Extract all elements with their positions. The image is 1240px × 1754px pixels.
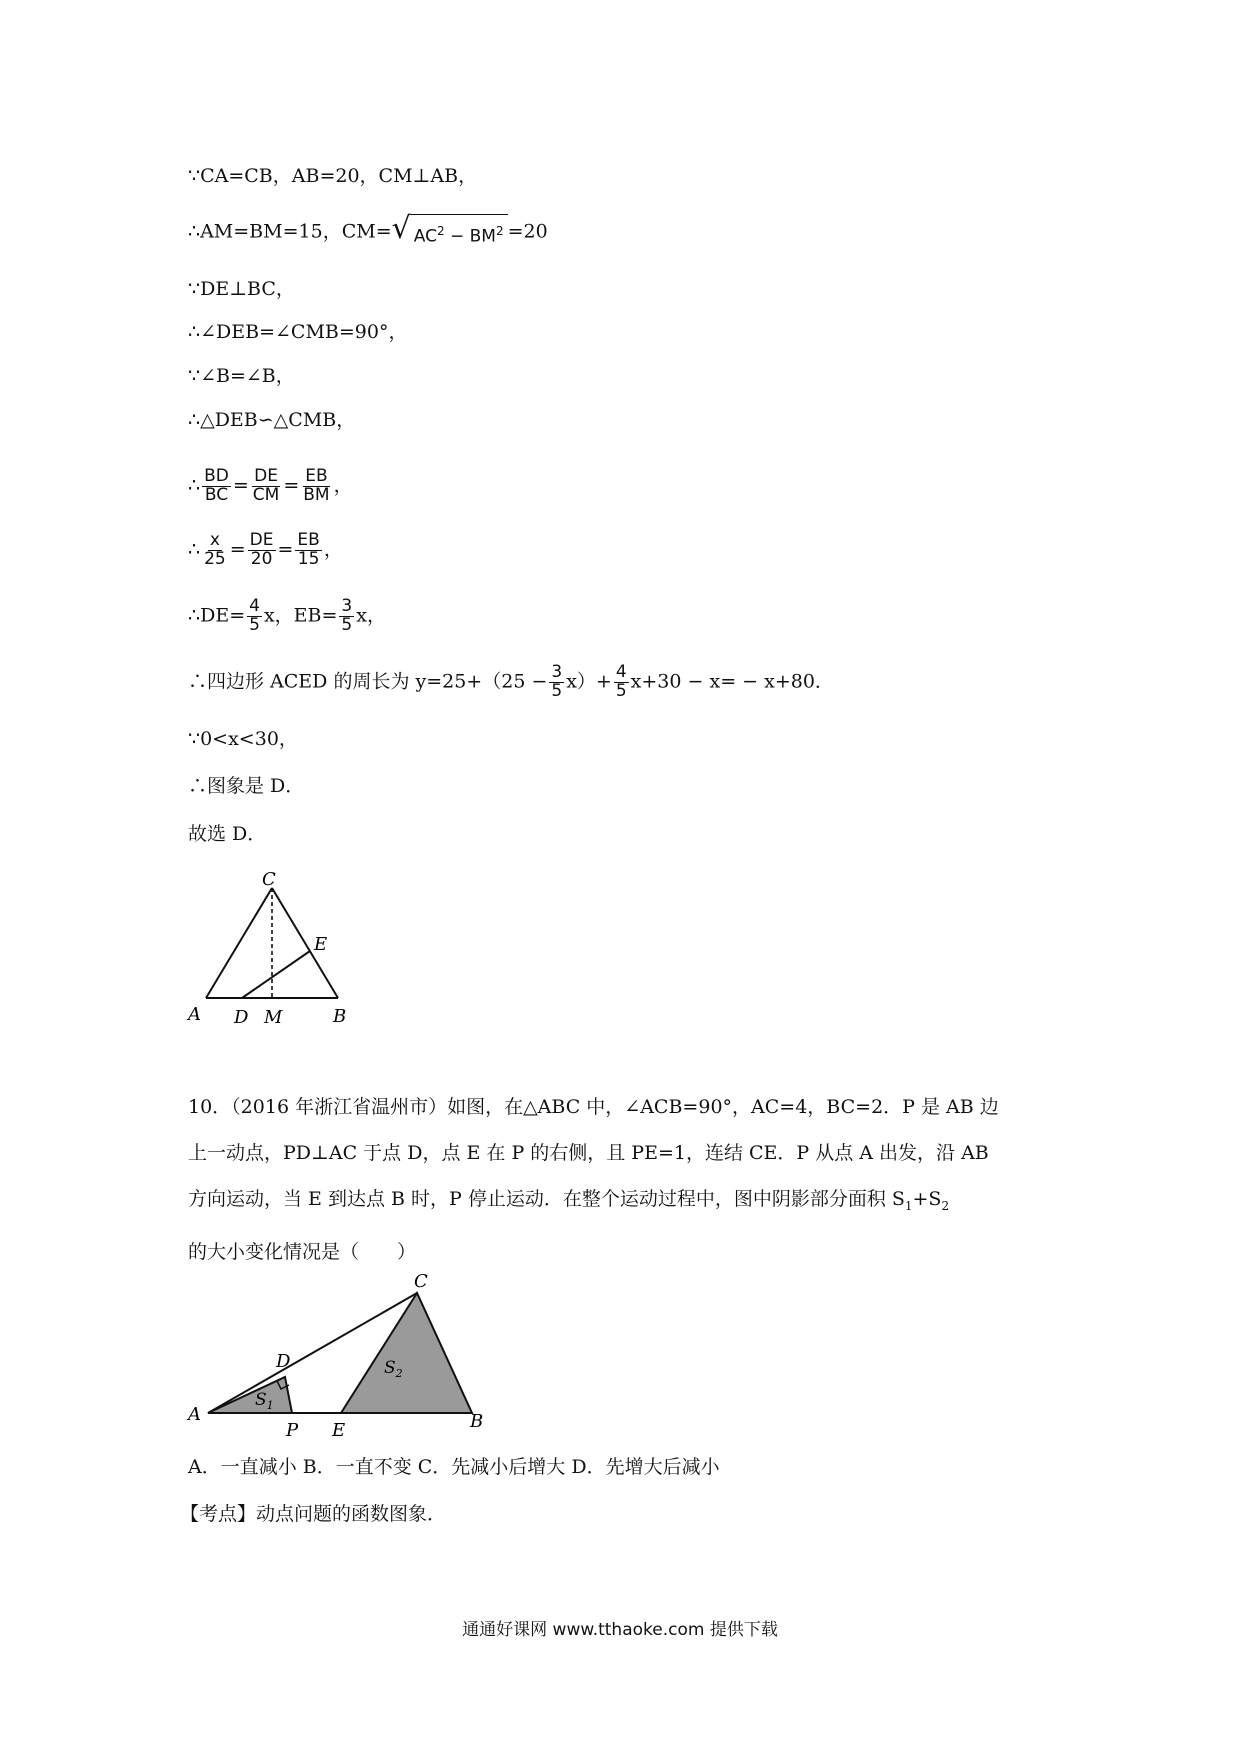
solution-line-12: ∴图象是 D． — [188, 775, 305, 797]
fraction: $\frac{4}{5}$ — [615, 662, 627, 701]
solution-line-10: ∴四边形 ACED 的周长为 y=25+（25 − $\frac{3}{5}$ x）+ $\frac{4}{5}$ x+30 − x= − x+80． — [188, 662, 834, 701]
solution-line-9: ∴DE= $\frac{4}{5}$ x，EB= $\frac{3}{5}$ x， — [188, 596, 386, 635]
solution-line-5: ∵∠B=∠B， — [188, 365, 295, 387]
fraction: $\frac{EB}{15}$ — [297, 530, 320, 569]
label-d: D — [234, 1007, 249, 1028]
answer-options: A．一直减小 B．一直不变 C．先减小后增大 D．先增大后减小 — [188, 1456, 720, 1478]
text: ∴AM=BM=15，CM= — [188, 220, 392, 243]
label-d: D — [276, 1351, 291, 1372]
radicand: $AC^2 - BM^2$ — [411, 214, 508, 251]
fraction: $\frac{3}{5}$ — [341, 596, 353, 635]
label-s2: $S_2$ — [384, 1358, 403, 1380]
solution-line-11: ∵0<x<30， — [188, 728, 298, 750]
fraction: $\frac{3}{5}$ — [551, 662, 563, 701]
fraction: $\frac{DE}{CM}$ — [252, 466, 280, 505]
label-a: A — [188, 1004, 201, 1025]
question-line-1: 10．（2016 年浙江省温州市）如图，在△ABC 中，∠ACB=90°，AC=4，BC=2．P 是 AB 边 — [188, 1096, 999, 1118]
solution-line-1: ∵CA=CB，AB=20，CM⊥AB， — [188, 165, 478, 187]
solution-line-4: ∴∠DEB=∠CMB=90°， — [188, 321, 408, 343]
shaded-region-s2 — [341, 1293, 472, 1413]
square-root — [391, 211, 508, 251]
triangle-figure-2 — [186, 1270, 496, 1445]
text: =20 — [507, 220, 548, 243]
segment-ca — [206, 888, 272, 998]
solution-line-3: ∵DE⊥BC， — [188, 278, 295, 300]
solution-line-7: ∴ $\frac{BD}{BC}$ = $\frac{DE}{CM}$ = $\frac{EB}{BM}$ ， — [188, 466, 353, 505]
label-m: M — [264, 1007, 283, 1028]
segment-de — [242, 951, 310, 998]
label-p: P — [286, 1420, 299, 1441]
question-line-4: 的大小变化情况是（ ） — [188, 1240, 417, 1263]
label-c: C — [262, 870, 276, 890]
question-line-2: 上一动点，PD⊥AC 于点 D，点 E 在 P 的右侧，且 PE=1，连结 CE．P 从点 A 出发，沿 AB — [188, 1142, 989, 1164]
fraction: $\frac{DE}{20}$ — [249, 530, 274, 569]
shaded-region-s1 — [208, 1377, 292, 1413]
solution-line-6: ∴△DEB∽△CMB， — [188, 409, 356, 431]
label-a: A — [188, 1404, 201, 1425]
label-b: B — [333, 1006, 347, 1027]
fraction: $\frac{EB}{BM}$ — [303, 466, 330, 505]
question-10 — [188, 1084, 1068, 1275]
label-b: B — [470, 1411, 484, 1432]
label-e: E — [314, 934, 328, 955]
solution-line-13: 故选 D． — [188, 823, 267, 845]
kaodian: 【考点】动点问题的函数图象． — [180, 1503, 447, 1525]
label-e: E — [332, 1420, 346, 1441]
solution-line-2 — [188, 211, 548, 251]
fraction: $\frac{x}{25}$ — [204, 530, 226, 569]
triangle-figure-1 — [186, 870, 366, 1030]
question-line-3: 方向运动，当 E 到达点 B 时，P 停止运动．在整个运动过程中，图中阴影部分面积 $S_1+S_2$ — [188, 1188, 950, 1213]
solution-line-8: ∴ $\frac{x}{25}$ = $\frac{DE}{20}$ = $\frac{EB}{15}$ ， — [188, 530, 343, 569]
radical-sign: √ — [391, 211, 411, 246]
footer: 通通好课网 www.tthaoke.com 提供下载 — [462, 1620, 778, 1640]
fraction: $\frac{BD}{BC}$ — [204, 466, 229, 505]
segment-cb — [272, 888, 338, 998]
label-c: C — [414, 1271, 428, 1292]
label-s1: $S_1$ — [255, 1390, 274, 1412]
fraction: $\frac{4}{5}$ — [249, 596, 260, 635]
